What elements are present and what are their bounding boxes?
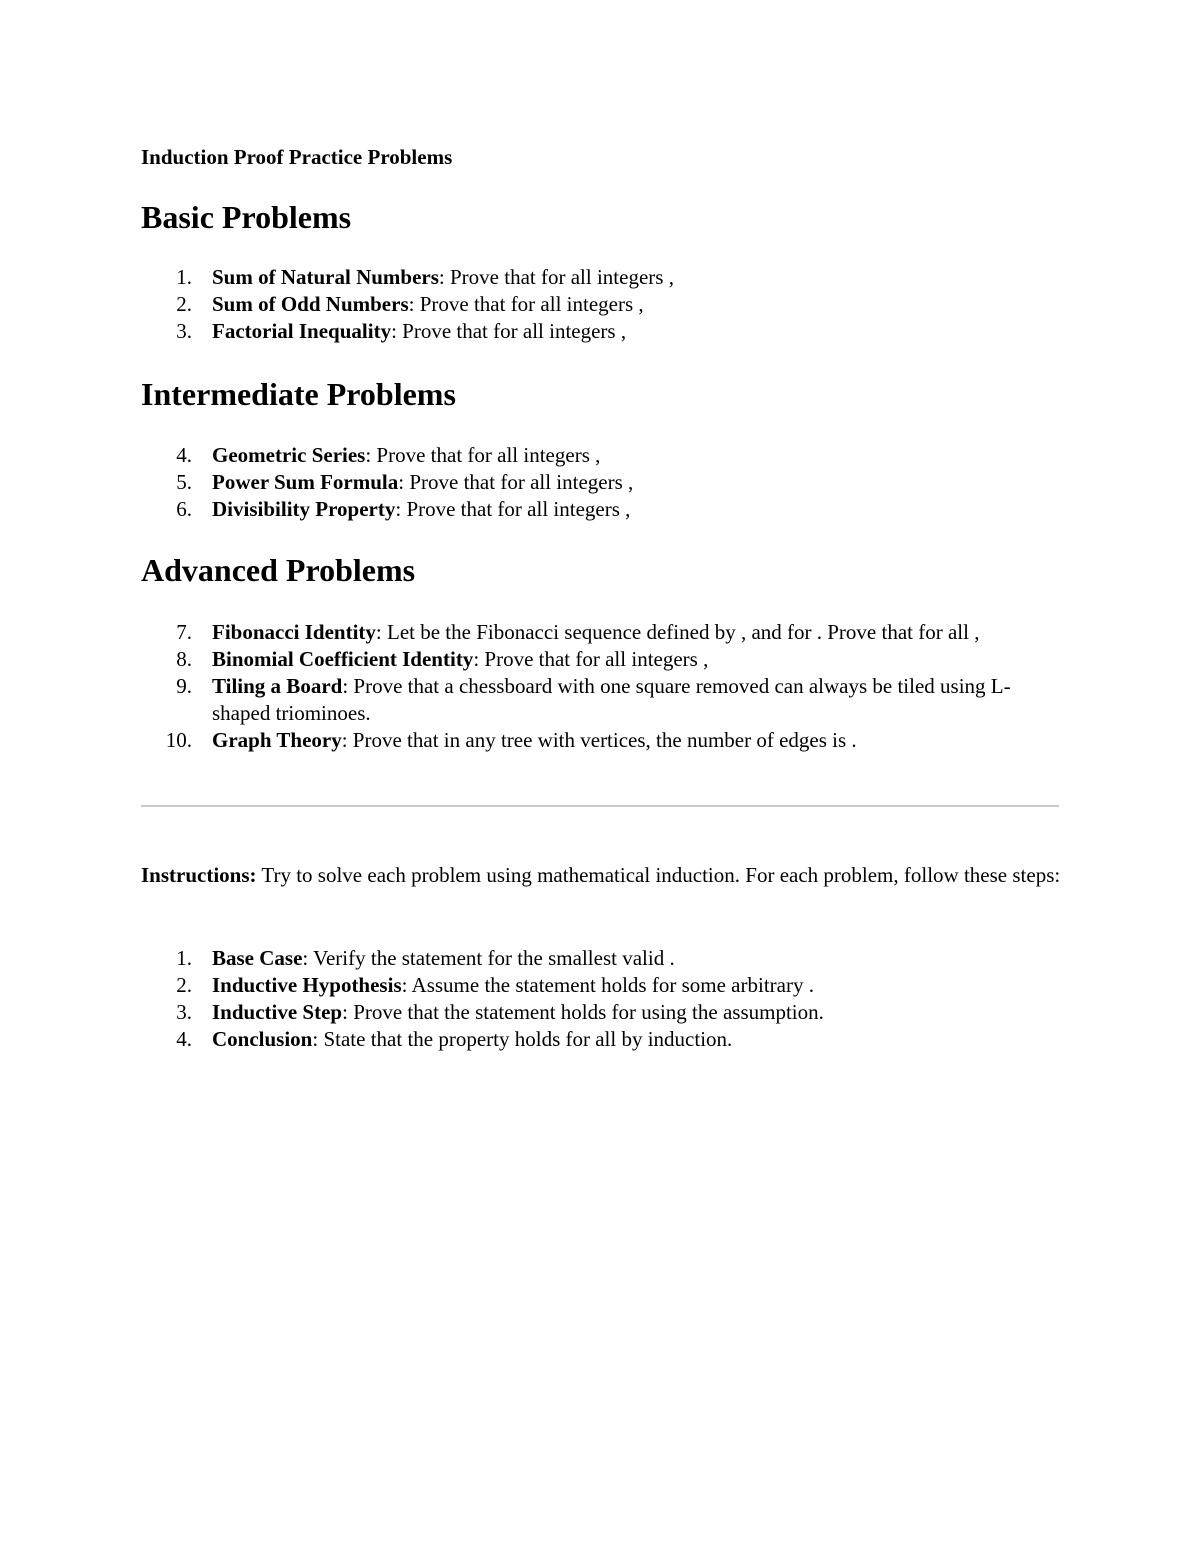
item-number: 3. — [176, 319, 192, 343]
item-label: Graph Theory — [212, 728, 342, 752]
item-label: Sum of Natural Numbers — [212, 265, 439, 289]
item-text: : State that the property holds for all by induction. — [312, 1027, 733, 1051]
horizontal-divider — [141, 805, 1059, 807]
list-item — [141, 972, 1061, 999]
item-label: Tiling a Board — [212, 674, 343, 698]
item-label: Sum of Odd Numbers — [212, 292, 409, 316]
instructions-text: Try to solve each problem using mathematical induction. For each problem, follow these steps: — [256, 863, 1061, 887]
item-label: Divisibility Property — [212, 497, 396, 521]
item-label: Inductive Step — [212, 1000, 343, 1024]
item-label: Conclusion — [212, 1027, 313, 1051]
item-label: Factorial Inequality — [212, 319, 392, 343]
item-label: Binomial Coefficient Identity — [212, 647, 474, 671]
list-item — [141, 999, 1061, 1026]
intermediate-problems-list — [141, 442, 1061, 523]
list-item — [141, 646, 1061, 673]
section-heading-intermediate: Intermediate Problems — [141, 376, 456, 412]
basic-problems-list — [141, 264, 1061, 345]
list-item — [141, 442, 1061, 469]
item-number: 2. — [176, 292, 192, 316]
item-number: 8. — [176, 647, 192, 671]
document-title: Induction Proof Practice Problems — [141, 145, 453, 169]
item-text: : Let be the Fibonacci sequence defined by , and for . Prove that for all , — [375, 620, 980, 644]
item-label: Base Case — [212, 946, 303, 970]
item-text: : Prove that for all integers , — [391, 319, 627, 343]
list-item — [141, 318, 1061, 345]
list-item — [141, 673, 1061, 727]
item-number: 4. — [176, 443, 192, 467]
item-text: : Assume the statement holds for some arbitrary . — [401, 973, 814, 997]
instructions-label: Instructions: — [141, 863, 257, 887]
item-label: Geometric Series — [212, 443, 366, 467]
item-number: 7. — [176, 620, 192, 644]
item-text: : Prove that in any tree with vertices, the number of edges is . — [341, 728, 857, 752]
section-heading-basic: Basic Problems — [141, 199, 352, 235]
list-item — [141, 619, 1061, 646]
item-number: 1. — [176, 265, 192, 289]
item-text: : Verify the statement for the smallest valid . — [302, 946, 675, 970]
instructions-paragraph — [141, 862, 1061, 889]
advanced-problems-list — [141, 619, 1061, 754]
item-label: Power Sum Formula — [212, 470, 399, 494]
list-item — [141, 469, 1061, 496]
item-text: : Prove that for all integers , — [395, 497, 631, 521]
instruction-steps-list — [141, 945, 1061, 1053]
item-text: : Prove that for all integers , — [408, 292, 644, 316]
list-item — [141, 496, 1061, 523]
list-item — [141, 264, 1061, 291]
section-heading-advanced: Advanced Problems — [141, 552, 416, 588]
item-number: 10. — [165, 728, 192, 752]
item-number: 9. — [176, 674, 192, 698]
item-number: 6. — [176, 497, 192, 521]
list-item — [141, 945, 1061, 972]
item-number: 1. — [176, 946, 192, 970]
item-number: 2. — [176, 973, 192, 997]
list-item — [141, 291, 1061, 318]
item-number: 4. — [176, 1027, 192, 1051]
list-item — [141, 727, 1061, 754]
item-text: : Prove that for all integers , — [398, 470, 634, 494]
item-text: : Prove that for all integers , — [473, 647, 709, 671]
item-number: 5. — [176, 470, 192, 494]
item-text: : Prove that the statement holds for using the assumption. — [342, 1000, 824, 1024]
item-text: : Prove that for all integers , — [438, 265, 674, 289]
item-text: : Prove that a chessboard with one square removed can always be tiled using L-shaped triominoes. — [212, 674, 1011, 725]
list-item — [141, 1026, 1061, 1053]
item-label: Inductive Hypothesis — [212, 973, 402, 997]
item-label: Fibonacci Identity — [212, 620, 376, 644]
item-text: : Prove that for all integers , — [365, 443, 601, 467]
item-number: 3. — [176, 1000, 192, 1024]
